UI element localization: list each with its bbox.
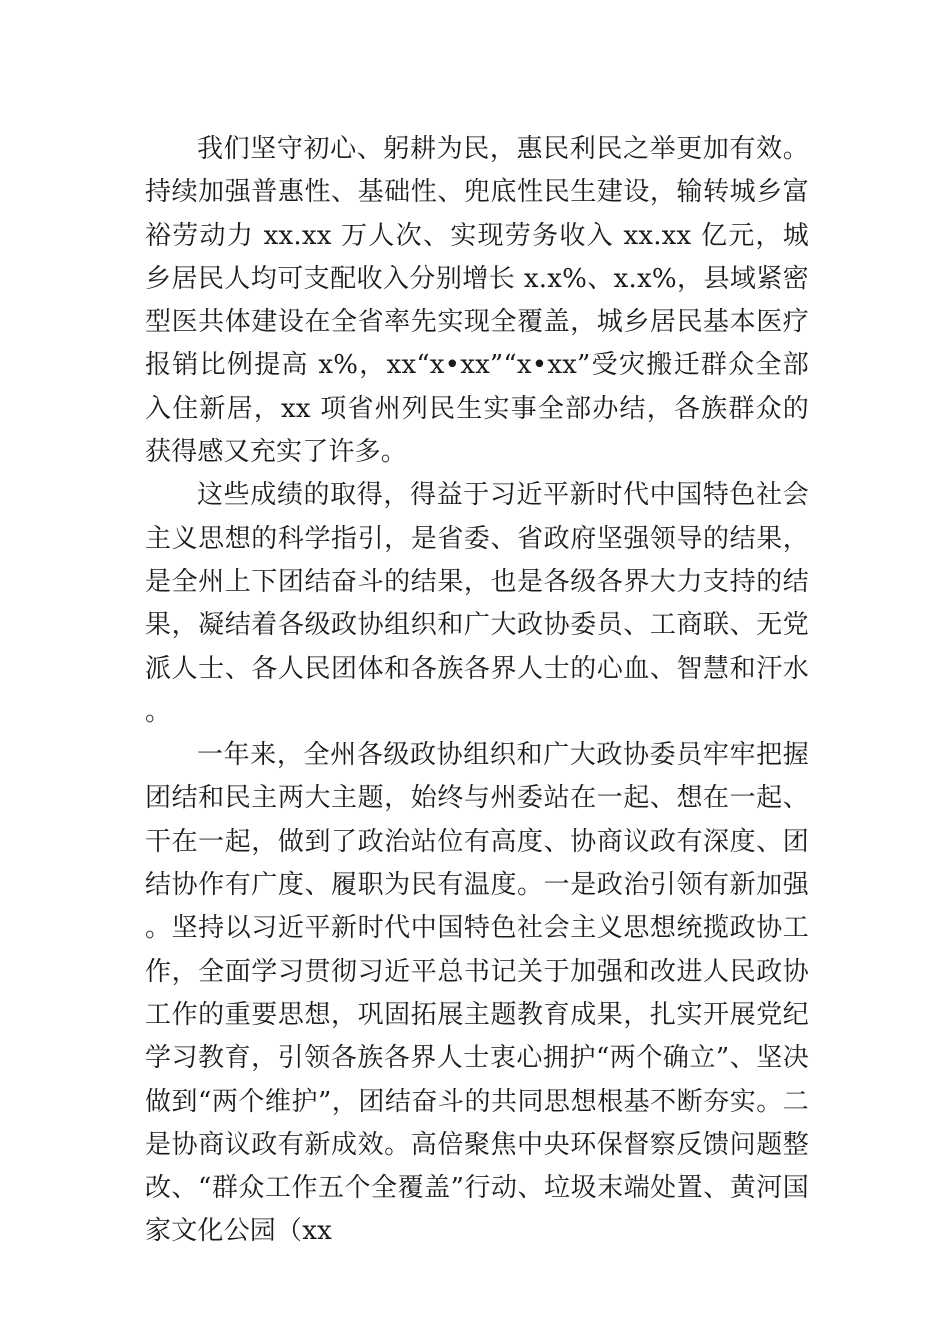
paragraph-achievements: 这些成绩的取得，得益于习近平新时代中国特色社会主义思想的科学指引，是省委、省政府坚强领导的结果，是全州上下团结奋斗的结果，也是各级各界大力支持的结果，凝结着各级政协组织和广大政协委员、工商联、无党派人士、各人民团体和各族各界人士的心血、智慧和汗水。: [145, 480, 809, 727]
paragraph-livelihood: 我们坚守初心、躬耕为民，惠民利民之举更加有效。持续加强普惠性、基础性、兜底性民生建设，输转城乡富裕劳动力 xx.xx 万人次、实现劳务收入 xx.xx 亿元，城乡居民人均可支配收入分别增长 x.x%、x.x%，县域紧密型医共体建设在全省率先实现全覆盖，城乡居民基本医疗报销比例提高 x%，xx“x•xx”“x•xx”受灾搬迁群众全部入住新居，xx 项省州列民生实事全部办结，各族群众的获得感又充实了许多。: [145, 134, 809, 468]
document-body: [145, 128, 809, 1254]
paragraph-cppcc-work: 一年来，全州各级政协组织和广大政协委员牢牢把握团结和民主两大主题，始终与州委站在一起、想在一起、干在一起，做到了政治站位有高度、协商议政有深度、团结协作有广度、履职为民有温度。一是政治引领有新加强。坚持以习近平新时代中国特色社会主义思想统揽政协工作，全面学习贯彻习近平总书记关于加强和改进人民政协工作的重要思想，巩固拓展主题教育成果，扎实开展党纪学习教育，引领各族各界人士衷心拥护“两个确立”、坚决做到“两个维护”，团结奋斗的共同思想根基不断夯实。二是协商议政有新成效。高倍聚焦中央环保督察反馈问题整改、“群众工作五个全覆盖”行动、垃圾末端处置、黄河国家文化公园（xx: [145, 740, 809, 1247]
